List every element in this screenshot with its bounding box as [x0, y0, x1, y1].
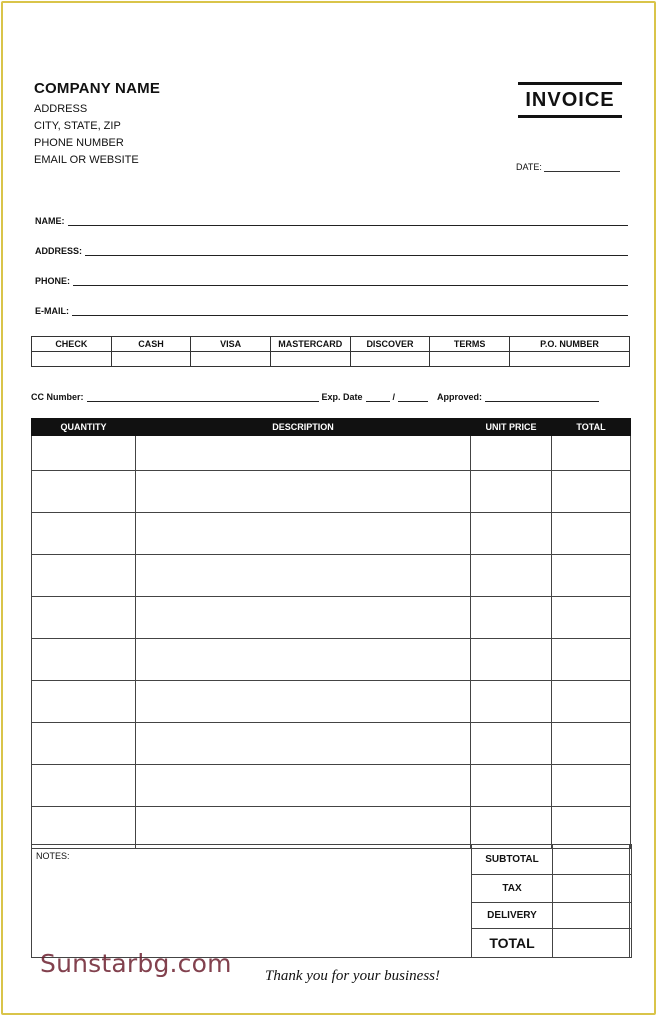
payment-visa-cell[interactable]: [191, 352, 271, 367]
line-item-row: [32, 436, 631, 471]
cc-number-label: CC Number:: [31, 392, 84, 402]
delivery-value-cell[interactable]: [553, 903, 632, 929]
line-item-row: [32, 639, 631, 681]
description-cell[interactable]: [136, 555, 471, 597]
quantity-cell[interactable]: [32, 765, 136, 807]
tax-label: TAX: [472, 875, 553, 903]
description-cell[interactable]: [136, 723, 471, 765]
quantity-cell[interactable]: [32, 513, 136, 555]
totals-table: [471, 844, 632, 958]
customer-email-line[interactable]: [72, 305, 628, 316]
quantity-cell[interactable]: [32, 555, 136, 597]
credit-card-row: [31, 390, 626, 402]
customer-email-row: [35, 302, 628, 316]
payment-visa-header: VISA: [191, 337, 271, 352]
unit-price-cell[interactable]: [471, 597, 552, 639]
approved-label: Approved:: [437, 392, 483, 402]
total-cell[interactable]: [552, 765, 631, 807]
date-input-line[interactable]: [544, 162, 620, 172]
exp-date-label: Exp. Date: [321, 392, 363, 402]
description-header: DESCRIPTION: [136, 419, 471, 436]
watermark: Sunstarbg.com: [40, 949, 232, 978]
unit-price-cell[interactable]: [471, 639, 552, 681]
total-cell[interactable]: [552, 807, 631, 849]
payment-terms-header: TERMS: [430, 337, 510, 352]
payment-method-table: [31, 336, 630, 367]
quantity-header: QUANTITY: [32, 419, 136, 436]
description-cell[interactable]: [136, 436, 471, 471]
quantity-cell[interactable]: [32, 723, 136, 765]
description-cell[interactable]: [136, 597, 471, 639]
line-item-row: [32, 765, 631, 807]
payment-discover-cell[interactable]: [350, 352, 430, 367]
line-item-row: [32, 513, 631, 555]
payment-discover-header: DISCOVER: [350, 337, 430, 352]
payment-check-header: CHECK: [32, 337, 112, 352]
date-field: [516, 162, 620, 172]
line-item-row: [32, 597, 631, 639]
line-item-row: [32, 723, 631, 765]
quantity-cell[interactable]: [32, 436, 136, 471]
customer-address-label: ADDRESS:: [35, 246, 83, 256]
unit-price-cell[interactable]: [471, 436, 552, 471]
subtotal-label: SUBTOTAL: [472, 845, 553, 875]
total-label: TOTAL: [472, 929, 553, 958]
customer-name-label: NAME:: [35, 216, 65, 226]
description-cell[interactable]: [136, 681, 471, 723]
total-cell[interactable]: [552, 436, 631, 471]
description-cell[interactable]: [136, 639, 471, 681]
customer-name-row: [35, 212, 628, 226]
quantity-cell[interactable]: [32, 639, 136, 681]
payment-cash-header: CASH: [111, 337, 191, 352]
unit-price-cell[interactable]: [471, 513, 552, 555]
cc-number-line[interactable]: [87, 392, 319, 402]
payment-mastercard-cell[interactable]: [270, 352, 350, 367]
total-cell[interactable]: [552, 471, 631, 513]
total-cell[interactable]: [552, 513, 631, 555]
description-cell[interactable]: [136, 765, 471, 807]
payment-check-cell[interactable]: [32, 352, 112, 367]
quantity-cell[interactable]: [32, 471, 136, 513]
company-block: [34, 80, 160, 169]
total-value-cell[interactable]: [553, 929, 632, 958]
total-cell[interactable]: [552, 681, 631, 723]
description-cell[interactable]: [136, 513, 471, 555]
quantity-cell[interactable]: [32, 681, 136, 723]
total-header: TOTAL: [552, 419, 631, 436]
payment-po-number-cell[interactable]: [510, 352, 630, 367]
total-cell[interactable]: [552, 639, 631, 681]
unit-price-cell[interactable]: [471, 471, 552, 513]
notes-label: NOTES:: [36, 851, 70, 861]
payment-terms-cell[interactable]: [430, 352, 510, 367]
date-label: DATE:: [516, 162, 542, 172]
subtotal-value-cell[interactable]: [553, 845, 632, 875]
company-address: ADDRESS: [34, 103, 88, 115]
total-cell[interactable]: [552, 723, 631, 765]
line-item-row: [32, 681, 631, 723]
payment-cash-cell[interactable]: [111, 352, 191, 367]
description-cell[interactable]: [136, 471, 471, 513]
delivery-label: DELIVERY: [472, 903, 553, 929]
unit-price-cell[interactable]: [471, 807, 552, 849]
total-cell[interactable]: [552, 597, 631, 639]
payment-mastercard-header: MASTERCARD: [270, 337, 350, 352]
thank-you-message: Thank you for your business!: [265, 968, 440, 984]
company-name: COMPANY NAME: [34, 80, 161, 97]
customer-email-label: E-MAIL:: [35, 306, 69, 316]
payment-po-number-header: P.O. NUMBER: [510, 337, 630, 352]
exp-year-line[interactable]: [398, 392, 428, 402]
unit-price-cell[interactable]: [471, 765, 552, 807]
line-items-table: [31, 418, 631, 849]
customer-phone-row: [35, 272, 628, 286]
customer-phone-line[interactable]: [73, 275, 628, 286]
line-item-row: [32, 471, 631, 513]
customer-name-line[interactable]: [68, 215, 629, 226]
unit-price-cell[interactable]: [471, 681, 552, 723]
line-items-body: [32, 436, 631, 849]
description-cell[interactable]: [136, 807, 471, 849]
approved-line[interactable]: [485, 392, 599, 402]
line-item-row: [32, 807, 631, 849]
total-cell[interactable]: [552, 555, 631, 597]
exp-date-separator: /: [392, 392, 396, 402]
unit-price-cell[interactable]: [471, 555, 552, 597]
customer-address-line[interactable]: [85, 245, 628, 256]
unit-price-header: UNIT PRICE: [471, 419, 552, 436]
unit-price-cell[interactable]: [471, 723, 552, 765]
line-item-row: [32, 555, 631, 597]
invoice-title: INVOICE: [518, 82, 622, 118]
company-city-state-zip: CITY, STATE, ZIP: [34, 120, 121, 132]
quantity-cell[interactable]: [32, 807, 136, 849]
tax-value-cell[interactable]: [553, 875, 632, 903]
notes-totals-section: [31, 844, 630, 958]
customer-phone-label: PHONE:: [35, 276, 71, 286]
quantity-cell[interactable]: [32, 597, 136, 639]
company-phone: PHONE NUMBER: [34, 137, 124, 149]
exp-month-line[interactable]: [366, 392, 390, 402]
customer-address-row: [35, 242, 628, 256]
company-email-website: EMAIL OR WEBSITE: [34, 154, 139, 166]
